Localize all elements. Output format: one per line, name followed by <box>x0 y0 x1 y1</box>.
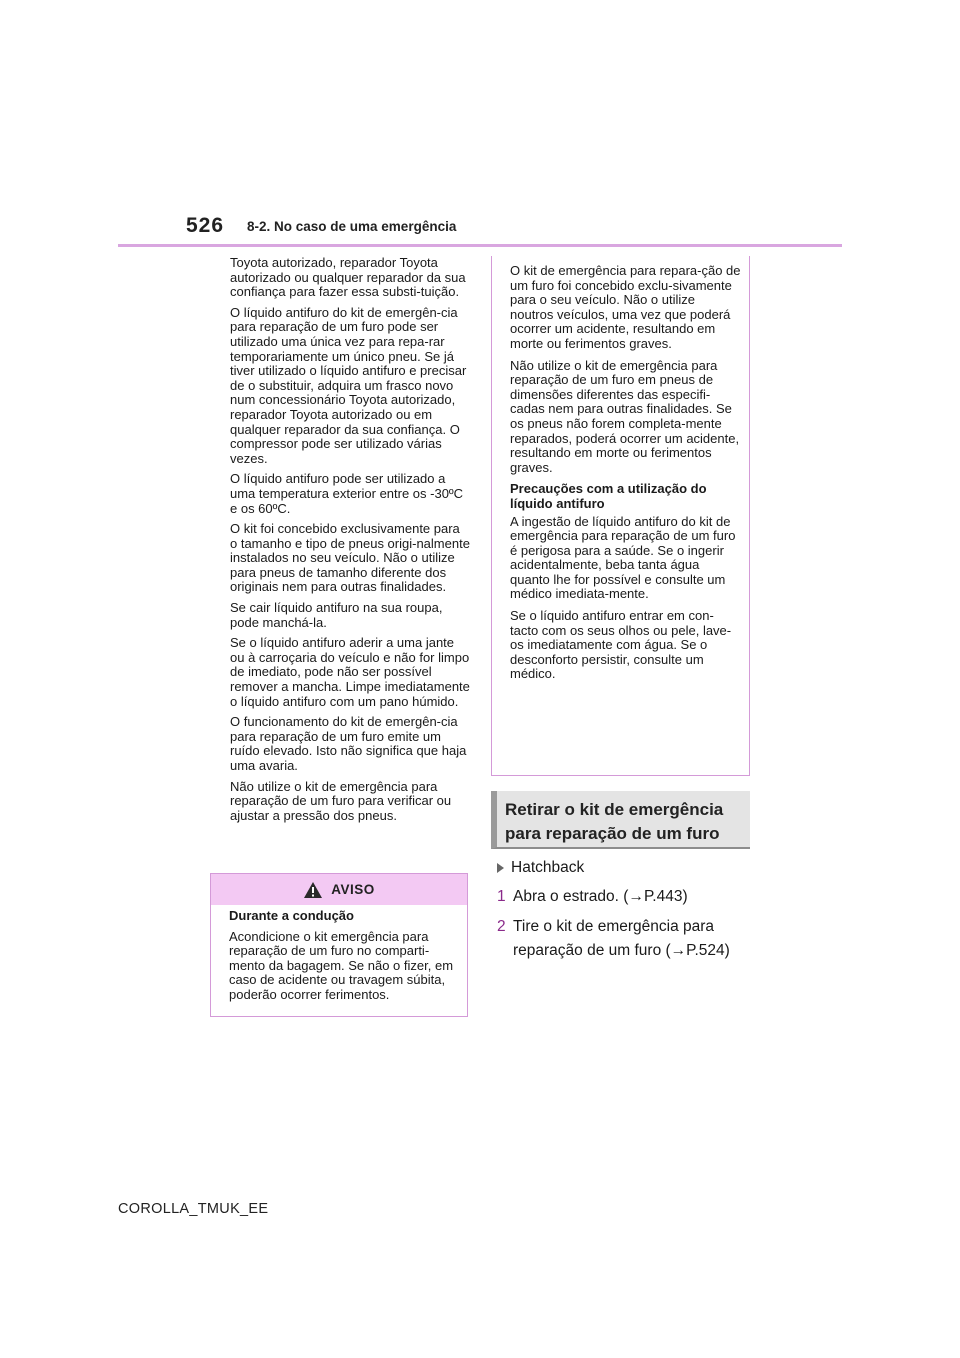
left-paragraph: O kit foi concebido exclusivamente para o tamanho e tipo de pneus origi-nalmente instalados no seu veículo. Não o utilize para pneus de tamanho diferente dos originais nem para outras finalidades. <box>230 521 470 595</box>
step-text: Tire o kit de emergência para reparação de um furo (→P.524) <box>513 918 730 959</box>
warning-notice-title: AVISO <box>331 882 375 897</box>
left-paragraph: Não utilize o kit de emergência para reparação de um furo para verificar ou ajustar a pressão dos pneus. <box>230 778 452 823</box>
triangle-bullet-icon <box>497 863 504 873</box>
page-number: 526 <box>186 214 225 237</box>
warning-continuation-box <box>491 256 750 776</box>
warning-notice-header <box>211 874 467 905</box>
left-column <box>230 256 470 829</box>
left-paragraph: O líquido antifuro do kit de emergên-cia para reparação de um furo pode ser utilizado uma única vez para repa-rar temporariamente um único pneu. Se já tiver utilizado o líquido antifuro e precisar de o substituir, adquira um frasco novo num concessionário Toyota autorizado, reparador Toyota autorizado ou em qualquer reparador da sua confiança. O compressor pode ser utilizado várias vezes. <box>230 304 467 466</box>
warning-subheading: Precauções com a utilização do líquido antifuro <box>510 481 707 511</box>
header-divider <box>118 244 842 247</box>
warning-paragraph: A ingestão de líquido antifuro do kit de emergência para reparação de um furo é perigosa para a saúde. Se o ingerir acidentalmente, beba tanta água quanto lhe for possível e consulte um médico imediata-mente. <box>510 513 736 602</box>
left-paragraph: O líquido antifuro pode ser utilizado a uma temperatura exterior entre os -30ºC e os 60ºC. <box>230 471 464 516</box>
procedure-steps <box>497 857 757 969</box>
left-paragraph: O funcionamento do kit de emergên-cia para reparação de um furo emite um ruído elevado. Isto não significa que haja uma avaria. <box>230 714 467 773</box>
warning-notice-text: Acondicione o kit emergência para reparação de um furo no comparti-mento da bagagem. Se não o fizer, em caso de acidente ou travagem súbita, poderão ocorrer ferimentos. <box>229 928 454 1002</box>
procedure-step <box>497 885 757 909</box>
warning-triangle-icon <box>303 881 323 899</box>
procedure-step <box>497 915 757 963</box>
step-number: 2 <box>497 918 506 935</box>
variant-text: Hatchback <box>511 859 585 876</box>
warning-paragraph: Se o líquido antifuro entrar em con-tacto com os seus olhos ou pele, lave-os imediatamente com água. Se o desconforto persistir, consulte um médico. <box>510 608 732 682</box>
step-number: 1 <box>497 888 506 905</box>
left-paragraph: Se o líquido antifuro aderir a uma jante ou à carroçaria do veículo e não for limpo de imediato, pode não ser possível remover a mancha. Limpe imediatamente o líquido antifuro com um pano húmido. <box>230 635 470 709</box>
footer-document-code: COROLLA_TMUK_EE <box>118 1201 269 1217</box>
left-paragraph: Se cair líquido antifuro na sua roupa, pode manchá-la. <box>230 600 443 630</box>
section-heading: Retirar o kit de emergência para reparação de um furo <box>491 791 750 849</box>
warning-paragraph: O kit de emergência para repara-ção de um furo foi concebido exclu-sivamente para o seu veículo. Não o utilize noutros veículos, uma vez que poderá ocorrer um acidente, resultando em morte ou ferimentos graves. <box>510 263 741 351</box>
variant-label <box>497 857 757 879</box>
warning-paragraph: Não utilize o kit de emergência para reparação de um furo em pneus de dimensões diferentes das especifi-cadas nem para outras finalidades. Se os pneus não forem completa-mente reparados, poderá ocorrer um acidente, resultando em morte ou ferimentos graves. <box>510 357 740 475</box>
warning-notice-subtitle: Durante a condução <box>229 908 354 923</box>
step-text: Abra o estrado. (→P.443) <box>513 888 688 905</box>
left-paragraph: Toyota autorizado, reparador Toyota autorizado ou qualquer reparador da sua confiança para fazer essa substi-tuição. <box>230 255 466 300</box>
warning-notice-box <box>210 873 468 1017</box>
section-title: 8-2. No caso de uma emergência <box>247 219 457 234</box>
